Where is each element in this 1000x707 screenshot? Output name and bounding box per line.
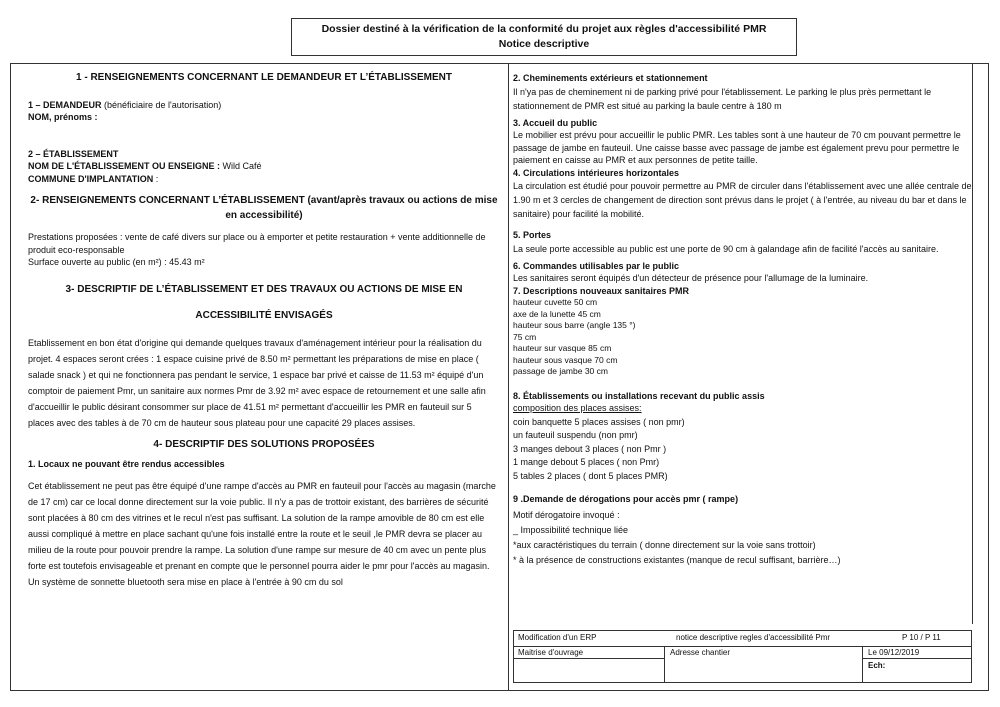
list-item: hauteur cuvette 50 cm (513, 297, 598, 307)
list-item: 5 tables 2 places ( dont 5 places PMR) (513, 470, 668, 481)
list-item: hauteur sur vasque 85 cm (513, 343, 612, 353)
cell-divider (664, 647, 665, 683)
etab-name-line (28, 160, 500, 173)
r9-list (513, 508, 973, 568)
r9-title: 9 .Demande de dérogations pour accès pmr ( rampe) (513, 494, 739, 504)
r8-list (513, 402, 973, 483)
document-header (291, 18, 797, 56)
list-item: 3 manges debout 3 places ( non Pmr ) (513, 443, 667, 454)
section-3-title: 3- DESCRIPTIF DE L’ÉTABLISSEMENT ET DES TRAVAUX OU ACTIONS DE MISE EN ACCESSIBILITÉ ENVISAGÉS (65, 283, 463, 321)
r6-text: Les sanitaires seront équipés d'un détecteur de présence pour l'allumage de la luminaire. (513, 273, 869, 283)
page-number: P 10 / P 11 (902, 633, 941, 642)
list-item: coin banquette 5 places assises ( non pmr) (513, 416, 685, 427)
r2-text: Il n'ya pas de cheminement ni de parking privé pour l'établissement. Le parking le plus près permettant le stationnement de PMR est situé au parking la baule centre à 180 m (513, 86, 932, 111)
r7-title: 7. Descriptions nouveaux sanitaires PMR (513, 285, 690, 296)
list-item: _ Impossibilité technique liée (513, 524, 629, 535)
list-item: * à la présence de constructions existantes (manque de recul suffisant, barrière…) (513, 554, 841, 565)
list-item: 1 mange debout 5 places ( non Pmr) (513, 457, 660, 467)
echelle-label: Ech: (868, 661, 886, 670)
header-subtitle: Notice descriptive (498, 38, 590, 50)
section-4-subtitle: 1. Locaux ne pouvant être rendus accessibles (28, 458, 225, 469)
r4-text: La circulation est étudié pour pouvoir permettre au PMR de circuler dans l'établissement avec une allée centrale de 1.90 m et 3 cercles de changement de direction sont prévus dans le projet ( à l'entrée, au niveau du bar et dans le sanitaire) pour facilité la mobilité. (513, 181, 972, 219)
project-type: Modification d'un ERP (518, 633, 597, 642)
cell-divider (862, 647, 863, 683)
maitrise-label: Maitrise d'ouvrage (518, 648, 584, 657)
surface-text: Surface ouverte au public (en m²) : 45.43 m² (28, 257, 205, 267)
title-block-row-1 (514, 631, 971, 647)
etab-name-label: NOM DE L'ÉTABLISSEMENT OU ENSEIGNE : (28, 161, 223, 171)
section-2-title: 2- RENSEIGNEMENTS CONCERNANT L’ÉTABLISSEMENT (avant/après travaux ou actions de mise en accessibilité) (30, 195, 498, 221)
commune-label: COMMUNE D'IMPLANTATION (28, 173, 154, 184)
header-title: Dossier destiné à la vérification de la conformité du projet aux règles d'accessibilité PMR (321, 23, 767, 35)
list-item: axe de la lunette 45 cm (513, 308, 601, 319)
title-block-row-2 (514, 647, 971, 683)
section-3-text: Etablissement en bon état d'origine qui demande quelques travaux d'aménagement intérieur pour la réalisation du projet. 4 espaces seront crées : 1 espace cuisine privé de 8.50 m² permettant les préparations de mise en place ( salade snack ) et qui ne fonctionnera pas pendant le service, 1 espace bar privé et caisse de 11.53 m² équipé d'un comptoir de paiement Pmr, un sanitaire aux normes Pmr de 3.92 m² avec espace de retournement et une salle afin d'accueillir le public désirant consommer sur place de 41.51 m² permettant d'accueillir les PMR en fauteuil sur 5 places avec des tables à de 70 cm de hauteur sous plateau pour une capacité 29 places assises. (28, 337, 486, 428)
demandeur-line (28, 99, 500, 112)
list-item: Motif dérogatoire invoqué : (513, 509, 620, 520)
left-column (28, 72, 500, 590)
date-label: Le 09/12/2019 (868, 648, 920, 657)
prestations-text: Prestations proposées : vente de café divers sur place ou à emporter et petite restauration + vente additionnelle de produit eco-responsable (28, 232, 486, 255)
document-name: notice descriptive regles d'accessibilité Pmr (676, 633, 831, 642)
section-4-title: 4- DESCRIPTIF DES SOLUTIONS PROPOSÉES (153, 438, 375, 450)
adresse-label: Adresse chantier (670, 648, 731, 657)
column-divider (508, 64, 509, 690)
right-column (513, 72, 973, 568)
r8-title: 8. Établissements ou installations recevant du public assis (513, 390, 765, 401)
list-item: passage de jambe 30 cm (513, 366, 608, 376)
commune-line (28, 173, 500, 186)
section-1-title: 1 - RENSEIGNEMENTS CONCERNANT LE DEMANDEUR ET L’ÉTABLISSEMENT (76, 72, 452, 83)
r7-list (513, 297, 973, 378)
r6-title: 6. Commandes utilisables par le public (513, 260, 680, 271)
list-item: hauteur sous barre (angle 135 °) (513, 320, 636, 330)
r3-text: Le mobilier est prévu pour accueillir le public PMR. Les tables sont à une hauteur de 70 cm pouvant permettre le passage de jambe en fauteuil. Une caisse basse avec passage de jambe est également prevu pour permettre le paiement en caisse au PMR et aux personnes de petite taille. (513, 130, 961, 165)
etab-name-value: Wild Café (222, 161, 262, 171)
title-block (513, 630, 972, 683)
list-item: hauteur sous vasque 70 cm (513, 354, 618, 365)
r5-text: La seule porte accessible au public est une porte de 90 cm à galandage afin de facilité l'accès au sanitaire. (513, 243, 939, 254)
nom-label: NOM, prénoms : (28, 112, 98, 122)
list-item: 75 cm (513, 331, 537, 342)
etablissement-label: 2 – ÉTABLISSEMENT (28, 148, 119, 159)
section-4-text: Cet établissement ne peut pas être équipé d'une rampe d'accès au PMR en fauteuil pour l'accès au magasin (marche de 17 cm) car ce local donne directement sur la voie public. Il n'y a pas de trottoir existant, des barrières de sécurité sont placées à 80 cm des vitrines et le recul n'est pas suffisant. La solution de la rampe amovible de 80 cm est elle aussi compliqué à mettre en place sachant qu'une fois installé entre la route et le seuil ,le PMR devra se placer au milieu de la route pour pouvoir prendre la rampe. La solution d'une rampe sur mesure de 40 cm avec un pente plus forte est toutefois envisageable et prenant en compte que le personnel pourra aider le pmr pour l'accès au magasin. Un système de sonnette bluetooth sera mise en place à l'entrée à 90 cm du sol (28, 481, 496, 587)
list-item: un fauteuil suspendu (non pmr) (513, 430, 638, 440)
r5-title: 5. Portes (513, 230, 552, 240)
r2-title: 2. Cheminements extérieurs et stationnement (513, 73, 708, 83)
demandeur-note: (bénéficiaire de l'autorisation) (101, 99, 222, 110)
r3-title: 3. Accueil du public (513, 117, 598, 128)
r8-subtitle: composition des places assises: (513, 403, 642, 413)
commune-colon: : (153, 173, 159, 184)
list-item: *aux caractéristiques du terrain ( donne directement sur la voie sans trottoir) (513, 539, 816, 550)
r4-title: 4. Circulations intérieures horizontales (513, 167, 680, 178)
demandeur-label: 1 – DEMANDEUR (28, 99, 102, 110)
